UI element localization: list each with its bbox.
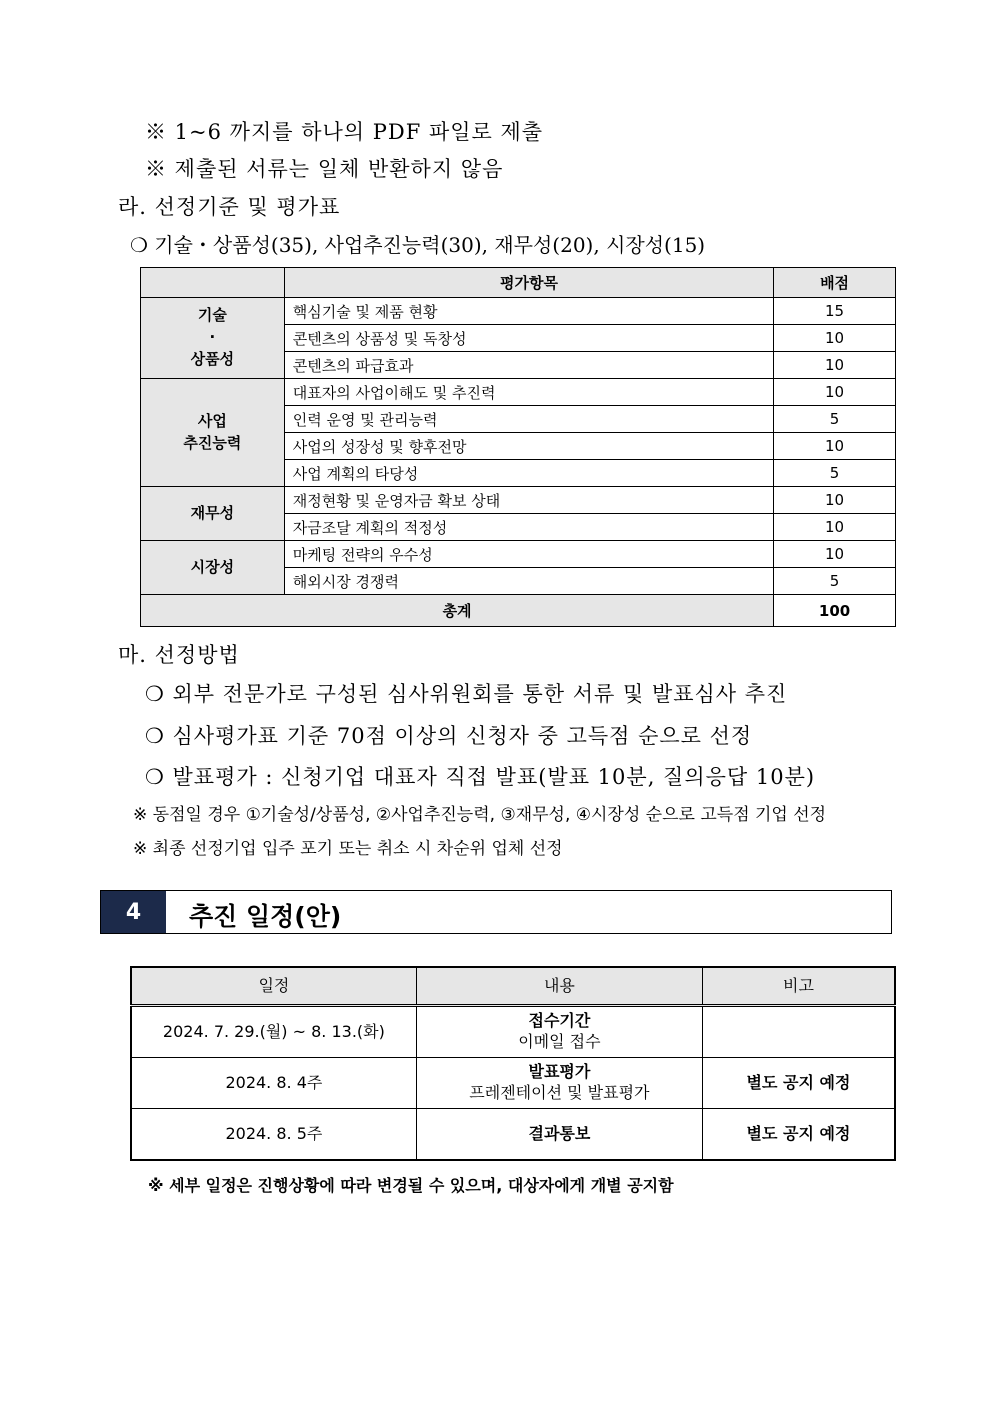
eval-item: 인력 운영 및 관리능력	[284, 406, 773, 433]
eval-score: 5	[774, 406, 896, 433]
schedule-content-sub: 이메일 접수	[518, 1032, 601, 1051]
method-bullet-committee: ❍ 외부 전문가로 구성된 심사위원회를 통한 서류 및 발표심사 추진	[145, 682, 788, 706]
eval-item: 콘텐츠의 파급효과	[284, 352, 773, 379]
eval-header-item: 평가항목	[284, 268, 773, 298]
schedule-table	[130, 966, 896, 1161]
schedule-header-content: 내용	[416, 967, 702, 1006]
eval-item: 핵심기술 및 제품 현황	[284, 298, 773, 325]
eval-total-score: 100	[774, 595, 896, 627]
eval-header-blank	[141, 268, 285, 298]
schedule-header-date: 일정	[131, 967, 416, 1006]
note-pdf-submission: ※ 1~6 까지를 하나의 PDF 파일로 제출	[145, 120, 544, 144]
schedule-row	[131, 1006, 895, 1058]
schedule-content-main: 접수기간	[528, 1011, 591, 1031]
schedule-remark: 별도 공지 예정	[703, 1109, 896, 1161]
eval-category-market: 시장성	[141, 541, 285, 595]
eval-category-finance: 재무성	[141, 487, 285, 541]
eval-total-label: 총계	[141, 595, 774, 627]
eval-item: 재정현황 및 운영자금 확보 상태	[284, 487, 773, 514]
eval-row	[141, 379, 896, 406]
schedule-row	[131, 1109, 895, 1161]
eval-category-tech-l3: 상품성	[190, 349, 235, 368]
schedule-date: 2024. 8. 5주	[131, 1109, 416, 1161]
schedule-content-sub: 프레젠테이션 및 발표평가	[469, 1083, 650, 1102]
section-number-badge: 4	[101, 891, 166, 933]
schedule-header-row	[131, 967, 895, 1006]
eval-score: 10	[774, 514, 896, 541]
eval-item: 콘텐츠의 상품성 및 독창성	[284, 325, 773, 352]
schedule-content	[416, 1006, 702, 1058]
eval-score: 10	[774, 433, 896, 460]
eval-row	[141, 487, 896, 514]
note-no-return: ※ 제출된 서류는 일체 반환하지 않음	[145, 157, 504, 181]
eval-category-business-l2: 추진능력	[183, 433, 242, 452]
eval-item: 사업 계획의 타당성	[284, 460, 773, 487]
section-4-header	[100, 890, 892, 934]
eval-item: 대표자의 사업이해도 및 추진력	[284, 379, 773, 406]
eval-score: 5	[774, 568, 896, 595]
schedule-content	[416, 1109, 702, 1161]
schedule-content-main: 발표평가	[528, 1062, 591, 1082]
method-bullet-threshold: ❍ 심사평가표 기준 70점 이상의 신청자 중 고득점 순으로 선정	[145, 724, 753, 748]
schedule-change-note: ※ 세부 일정은 진행상황에 따라 변경될 수 있으며, 대상자에게 개별 공지함	[148, 1176, 674, 1195]
eval-score: 10	[774, 541, 896, 568]
schedule-remark	[703, 1006, 896, 1058]
eval-score: 10	[774, 487, 896, 514]
eval-header-row	[141, 268, 896, 298]
eval-row	[141, 298, 896, 325]
eval-category-business-l1: 사업	[197, 411, 227, 430]
eval-row	[141, 541, 896, 568]
eval-category-tech	[141, 298, 285, 379]
section-ma-heading: 마. 선정방법	[118, 643, 240, 667]
eval-category-tech-l1: 기술	[197, 306, 227, 325]
eval-category-business	[141, 379, 285, 487]
method-bullet-presentation: ❍ 발표평가 : 신청기업 대표자 직접 발표(발표 10분, 질의응답 10분)	[145, 765, 816, 789]
schedule-row	[131, 1058, 895, 1109]
section-title: 추진 일정(안)	[189, 902, 342, 931]
eval-item: 사업의 성장성 및 향후전망	[284, 433, 773, 460]
section-ra-heading: 라. 선정기준 및 평가표	[118, 195, 341, 219]
schedule-content-main: 결과통보	[528, 1123, 591, 1143]
eval-header-score: 배점	[774, 268, 896, 298]
eval-score: 15	[774, 298, 896, 325]
eval-score: 5	[774, 460, 896, 487]
eval-score: 10	[774, 325, 896, 352]
note-tie-break: ※ 동점일 경우 ①기술성/상품성, ②사업추진능력, ③재무성, ④시장성 순으로 고득점 기업 선정	[133, 805, 827, 825]
schedule-date: 2024. 7. 29.(월) ~ 8. 13.(화)	[131, 1006, 416, 1058]
eval-score: 10	[774, 352, 896, 379]
eval-item: 해외시장 경쟁력	[284, 568, 773, 595]
note-replacement: ※ 최종 선정기업 입주 포기 또는 취소 시 차순위 업체 선정	[133, 839, 563, 859]
eval-item: 자금조달 계획의 적정성	[284, 514, 773, 541]
schedule-date: 2024. 8. 4주	[131, 1058, 416, 1109]
evaluation-table	[140, 267, 896, 627]
criteria-weights-bullet: ❍ 기술・상품성(35), 사업추진능력(30), 재무성(20), 시장성(15)	[130, 233, 706, 257]
eval-score: 10	[774, 379, 896, 406]
eval-category-tech-l2: ·	[209, 328, 216, 347]
schedule-content	[416, 1058, 702, 1109]
schedule-header-remark: 비고	[703, 967, 896, 1006]
eval-total-row	[141, 595, 896, 627]
eval-item: 마케팅 전략의 우수성	[284, 541, 773, 568]
schedule-remark: 별도 공지 예정	[703, 1058, 896, 1109]
